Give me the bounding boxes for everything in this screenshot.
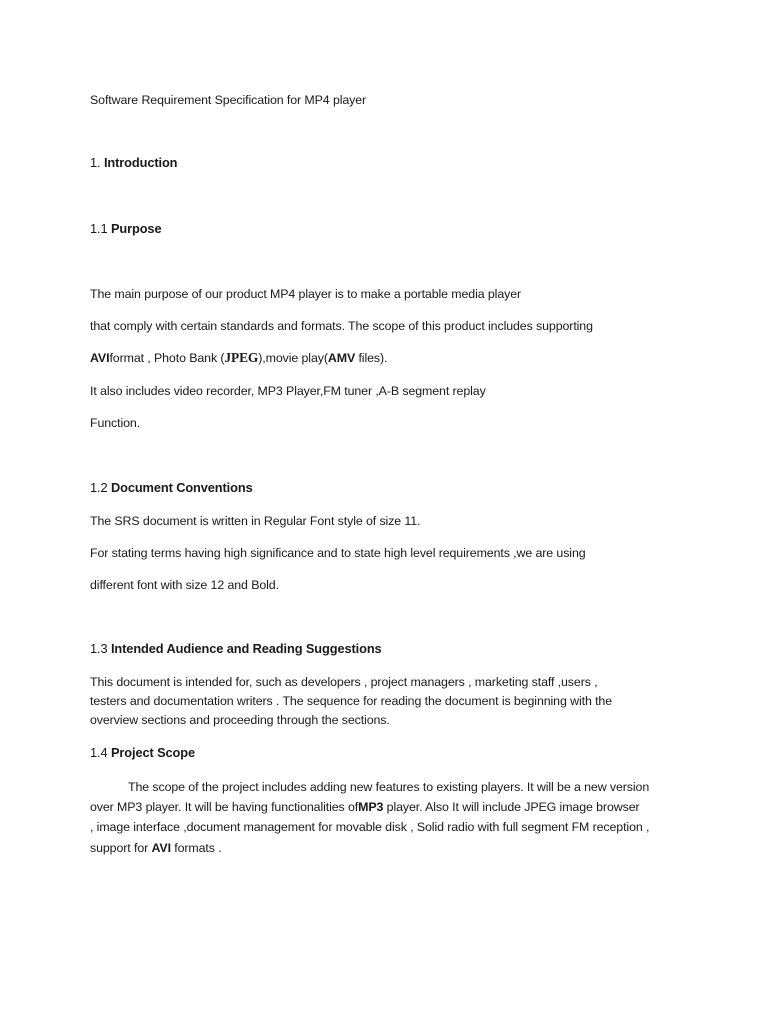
section-number: 1.3 xyxy=(90,641,108,656)
purpose-text-line-2: that comply with certain standards and formats. The scope of this product includes supporting xyxy=(90,319,593,333)
jpeg-term: JPEG xyxy=(224,350,259,365)
section-number: 1.2 xyxy=(90,480,108,495)
section-number: 1.4 xyxy=(90,745,108,760)
mp3-term: MP3 xyxy=(358,800,384,814)
scope-text-line-3: , image interface ,document management for movable disk , Solid radio with full segment FM reception , xyxy=(90,820,650,834)
audience-text-line-2: testers and documentation writers . The sequence for reading the document is beginning with the xyxy=(90,694,613,708)
scope-text-line-1 xyxy=(90,779,649,795)
conventions-text-line-3: different font with size 12 and Bold. xyxy=(90,578,279,592)
avi-term: AVI xyxy=(90,351,110,365)
conventions-text-line-1: The SRS document is written in Regular Font style of size 11. xyxy=(90,514,421,528)
audience-text-line-3: overview sections and proceeding through the sections. xyxy=(90,713,390,727)
scope-text-line-4 xyxy=(90,840,222,856)
section-title: Purpose xyxy=(110,221,162,236)
section-heading-scope xyxy=(90,745,195,761)
section-heading-introduction xyxy=(90,155,177,171)
purpose-text-segment: ),movie play( xyxy=(258,351,328,365)
avi-term: AVI xyxy=(151,841,171,855)
scope-text-segment: formats . xyxy=(170,841,222,855)
section-title: Intended Audience and Reading Suggestions xyxy=(110,641,382,656)
scope-text-segment: support for xyxy=(90,841,152,855)
section-number: 1. xyxy=(90,155,101,170)
section-number: 1.1 xyxy=(90,221,108,236)
section-title: Project Scope xyxy=(110,745,196,760)
section-heading-conventions xyxy=(90,480,253,496)
purpose-text-line-4: It also includes video recorder, MP3 Player,FM tuner ,A-B segment replay xyxy=(90,384,486,398)
section-title: Document Conventions xyxy=(110,480,253,495)
purpose-text-line-5: Function. xyxy=(90,416,141,430)
purpose-text-line-1: The main purpose of our product MP4 player is to make a portable media player xyxy=(90,287,522,301)
scope-text-segment: over MP3 player. It will be having functionalities of xyxy=(90,800,359,814)
scope-text-segment: The scope of the project includes adding new features to existing players. It will be a new version xyxy=(128,780,650,794)
audience-text-line-1: This document is intended for, such as developers , project managers , marketing staff ,users , xyxy=(90,675,598,689)
scope-text-line-2 xyxy=(90,799,640,815)
section-title: Introduction xyxy=(103,155,178,170)
amv-term: AMV xyxy=(327,351,356,365)
section-heading-audience xyxy=(90,641,382,657)
conventions-text-line-2: For stating terms having high significance and to state high level requirements ,we are using xyxy=(90,546,586,560)
purpose-text-segment: format , Photo Bank ( xyxy=(109,351,225,365)
purpose-text-line-3 xyxy=(90,350,387,366)
document-title: Software Requirement Specification for MP4 player xyxy=(90,93,367,107)
section-heading-purpose xyxy=(90,221,161,237)
scope-text-segment: player. Also It will include JPEG image browser xyxy=(383,800,640,814)
purpose-text-segment: files). xyxy=(355,351,388,365)
